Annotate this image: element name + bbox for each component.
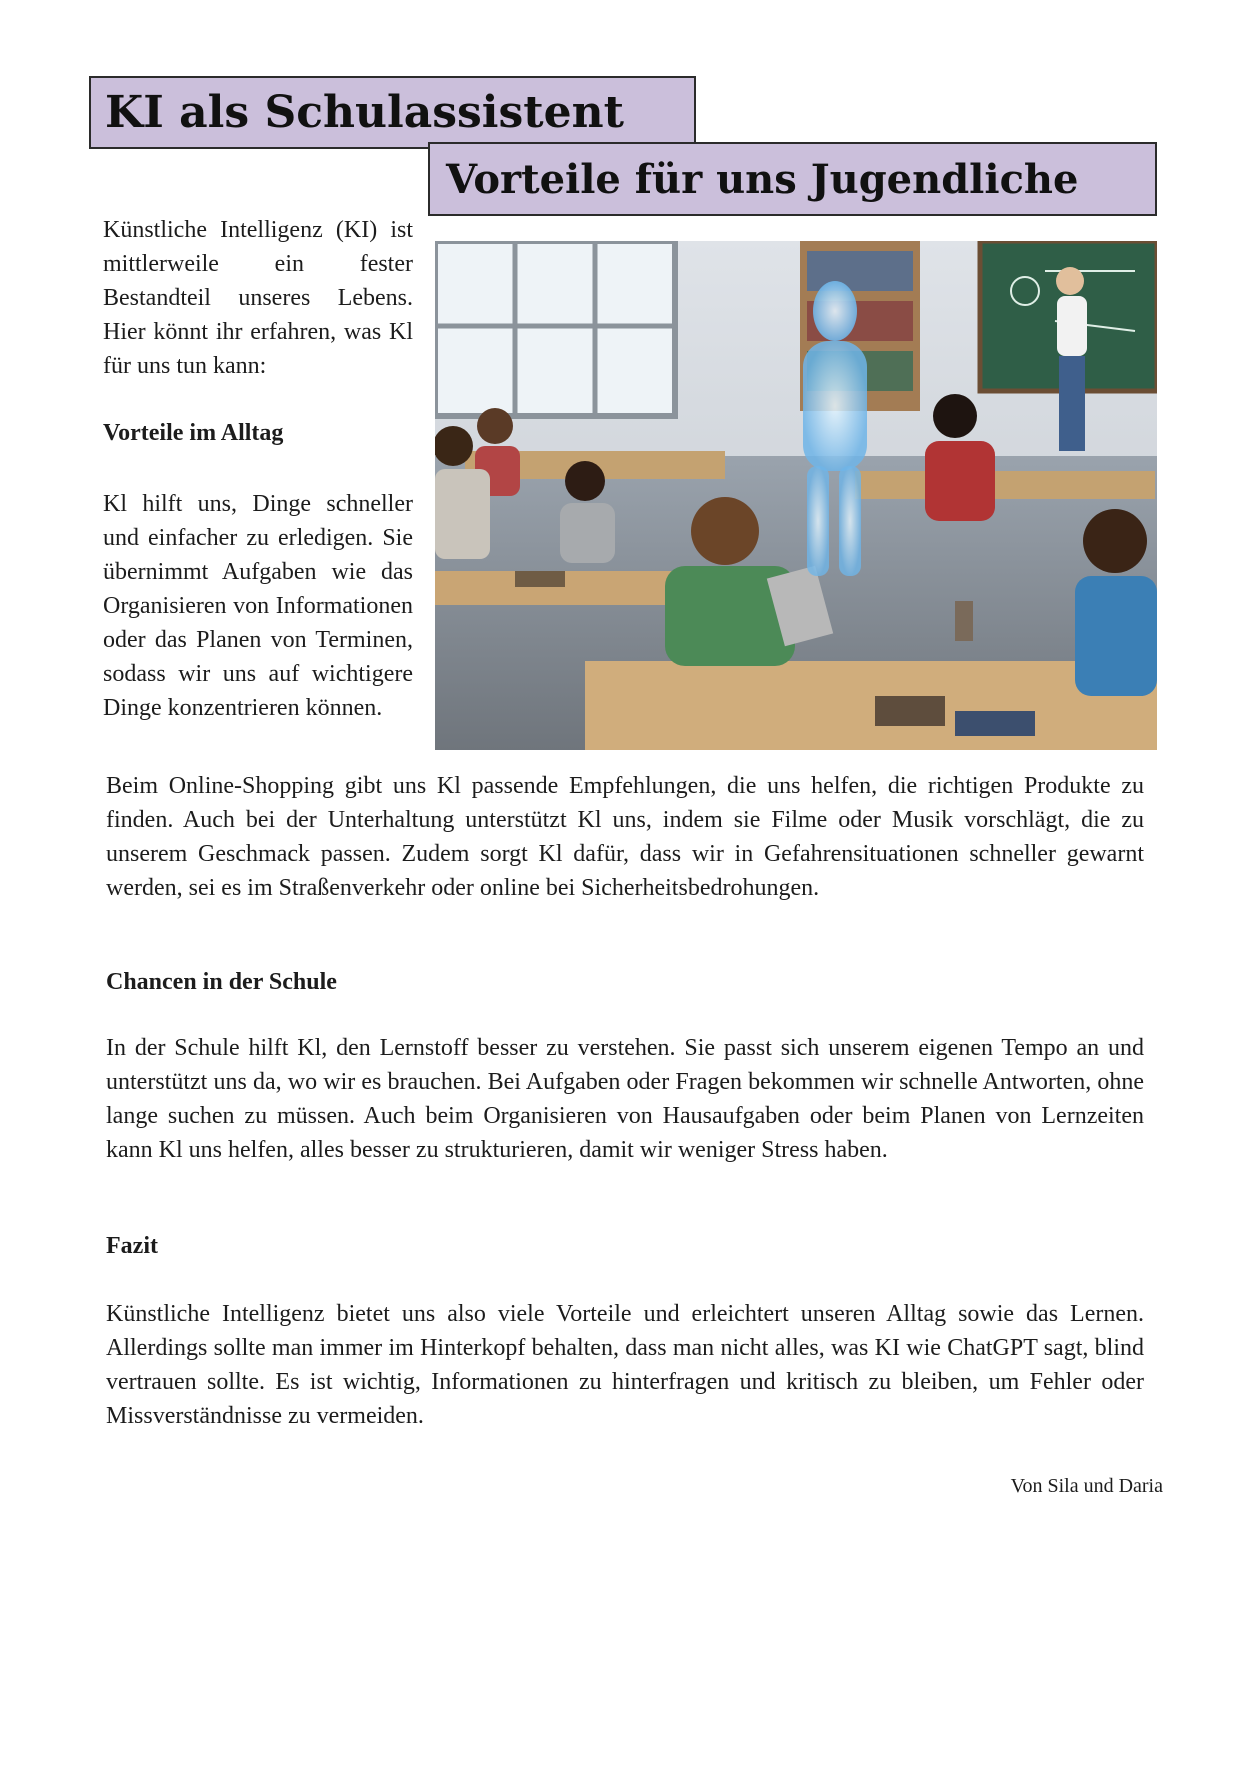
intro-paragraph: Künstliche Intelligenz (KI) ist mittlerweile ein fester Bestandteil unseres Lebens. Hier könnt ihr erfahren, was Kl für uns tun kann:: [103, 217, 413, 379]
page-title: KI als Schulassistent: [89, 76, 696, 149]
author-signature: Von Sila und Daria: [1010, 1475, 1163, 1497]
section-heading-fazit: Fazit: [106, 1233, 158, 1259]
section-heading-alltag: Vorteile im Alltag: [103, 420, 284, 446]
fazit-paragraph: Künstliche Intelligenz bietet uns also viele Vorteile und erleichtert unseren Alltag sowie das Lernen. Allerdings sollte man immer im Hinterkopf behalten, dass man nicht alles, was KI wie ChatGPT sagt, blind vertrauen sollte. Es ist wichtig, Informationen zu hinterfragen und kritisch zu bleiben, um Fehler oder Missverständnisse zu vermeiden.: [106, 1301, 1144, 1429]
classroom-illustration: [435, 241, 1157, 750]
schule-paragraph: In der Schule hilft Kl, den Lernstoff besser zu verstehen. Sie passt sich unserem eigenen Tempo an und unterstützt uns da, wo wir es brauchen. Bei Aufgaben oder Fragen bekommen wir schnelle Antworten, ohne lange suchen zu müssen. Auch beim Organisieren von Hausaufgaben oder beim Planen von Lernzeiten kann Kl uns helfen, alles besser zu strukturieren, damit wir weniger Stress haben.: [106, 1035, 1144, 1163]
page-subtitle: Vorteile für uns Jugendliche: [428, 142, 1157, 216]
alltag-paragraph-2: Beim Online-Shopping gibt uns Kl passende Empfehlungen, die uns helfen, die richtigen Produkte zu finden. Auch bei der Unterhaltung unterstützt Kl uns, indem sie Filme oder Musik vorschlägt, die zu unserem Geschmack passen. Zudem sorgt Kl dafür, dass wir in Gefahrensituationen schneller gewarnt werden, sei es im Straßenverkehr oder online bei Sicherheitsbedrohungen.: [106, 773, 1144, 901]
section-heading-schule: Chancen in der Schule: [106, 969, 337, 995]
alltag-paragraph-1: Kl hilft uns, Dinge schneller und einfacher zu erledigen. Sie übernimmt Aufgaben wie das Organisieren von Informationen oder das Planen von Terminen, sodass wir uns auf wichtigere Dinge konzentrieren können.: [103, 491, 413, 721]
